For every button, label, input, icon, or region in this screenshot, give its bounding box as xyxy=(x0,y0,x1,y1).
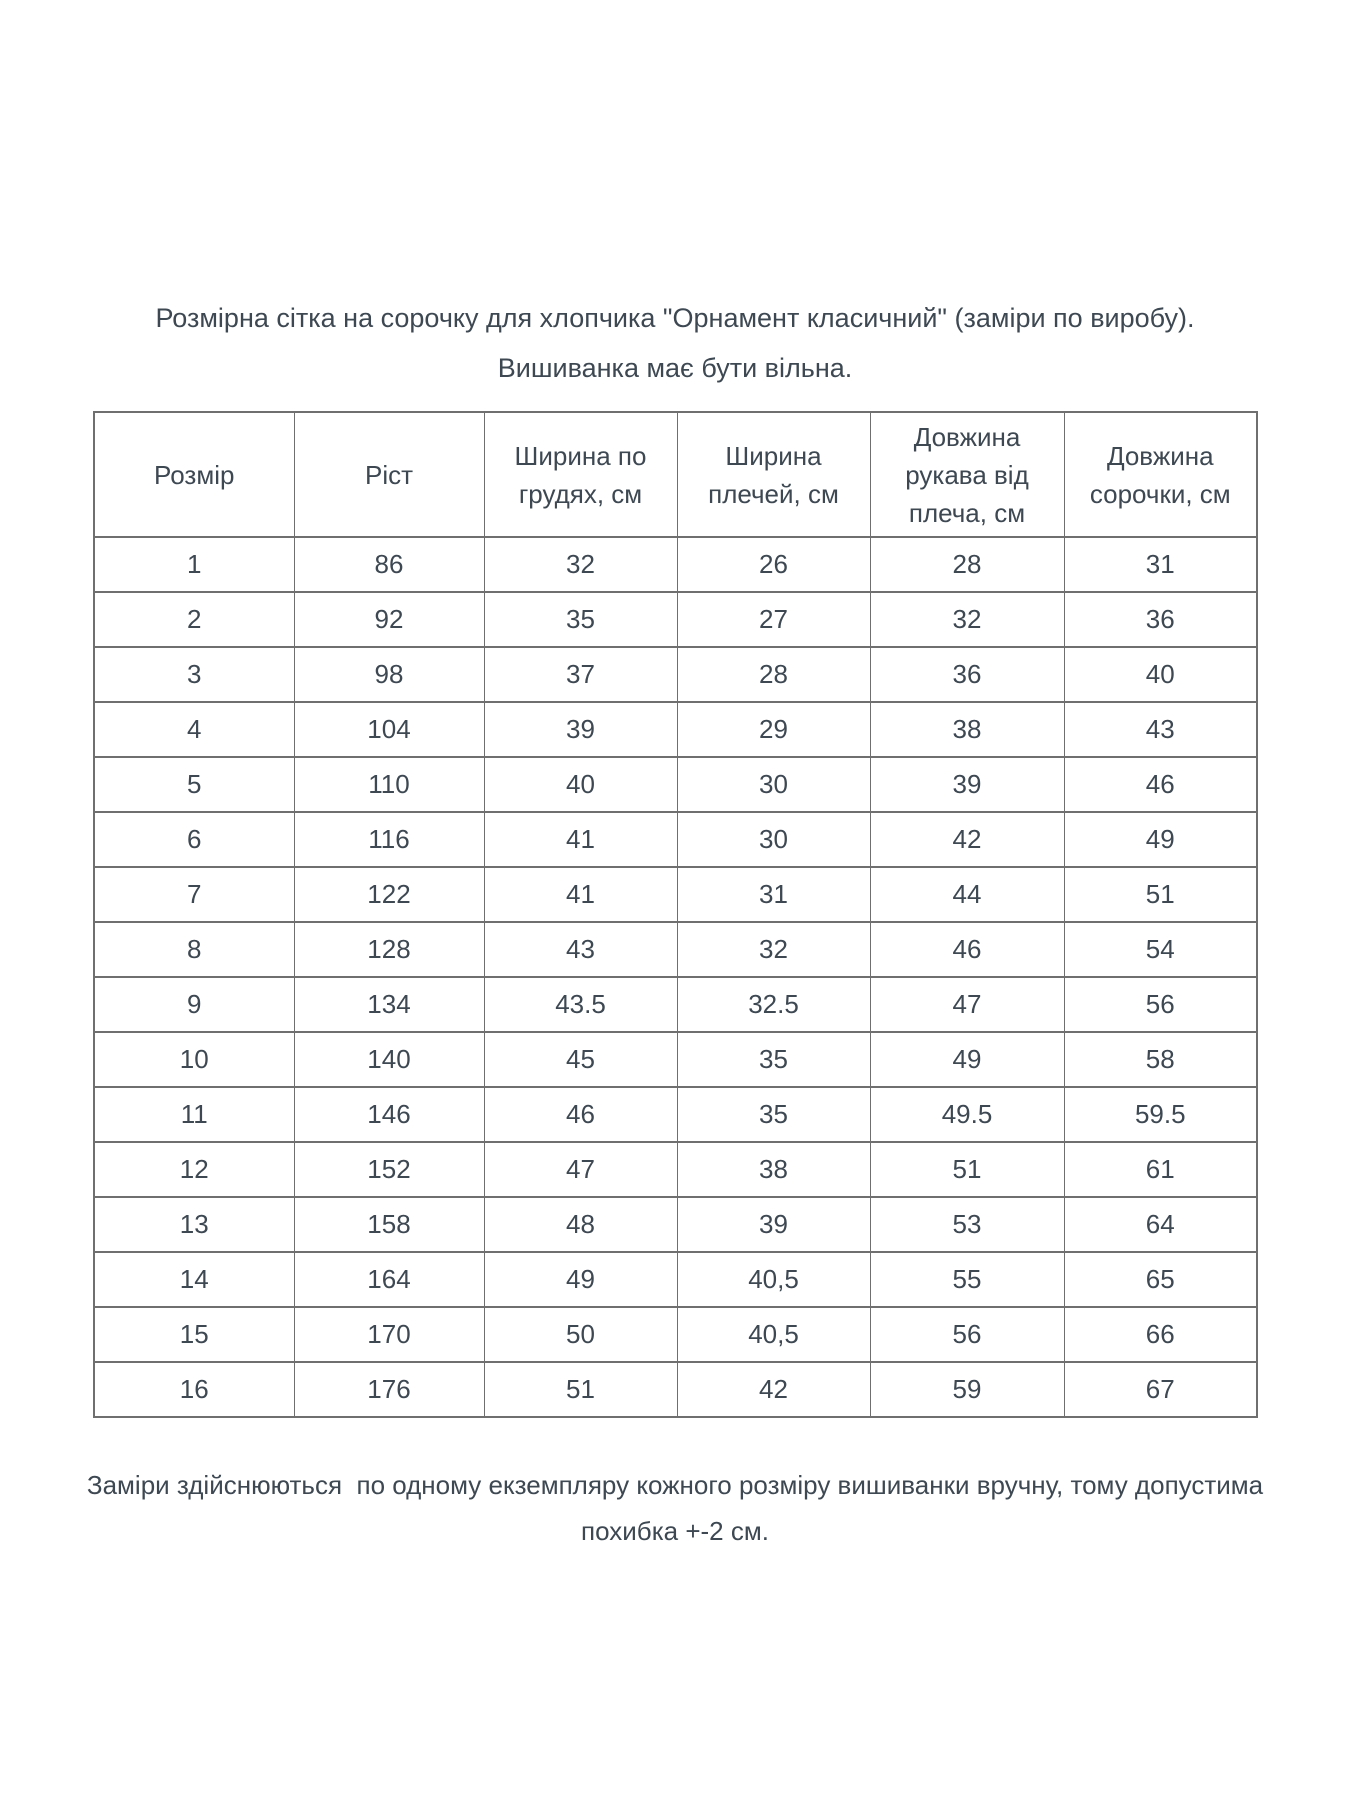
table-cell: 42 xyxy=(677,1362,870,1417)
table-cell: 110 xyxy=(294,757,484,812)
table-cell: 38 xyxy=(677,1142,870,1197)
table-cell: 45 xyxy=(484,1032,677,1087)
table-cell: 10 xyxy=(94,1032,294,1087)
table-row xyxy=(94,922,1257,977)
header-cell-size: Розмір xyxy=(94,412,294,537)
table-cell: 13 xyxy=(94,1197,294,1252)
table-cell: 65 xyxy=(1064,1252,1257,1307)
table-cell: 104 xyxy=(294,702,484,757)
table-cell: 31 xyxy=(677,867,870,922)
table-cell: 1 xyxy=(94,537,294,592)
table-cell: 59 xyxy=(870,1362,1064,1417)
table-cell: 40,5 xyxy=(677,1307,870,1362)
table-row xyxy=(94,1307,1257,1362)
table-cell: 6 xyxy=(94,812,294,867)
table-cell: 51 xyxy=(484,1362,677,1417)
table-cell: 30 xyxy=(677,812,870,867)
table-cell: 49 xyxy=(1064,812,1257,867)
table-cell: 43 xyxy=(484,922,677,977)
table-cell: 29 xyxy=(677,702,870,757)
table-cell: 2 xyxy=(94,592,294,647)
size-table-body xyxy=(94,537,1257,1417)
header-cell-height: Ріст xyxy=(294,412,484,537)
table-cell: 122 xyxy=(294,867,484,922)
table-cell: 43.5 xyxy=(484,977,677,1032)
table-cell: 28 xyxy=(677,647,870,702)
table-cell: 50 xyxy=(484,1307,677,1362)
table-cell: 38 xyxy=(870,702,1064,757)
table-cell: 66 xyxy=(1064,1307,1257,1362)
size-table xyxy=(93,411,1258,1418)
table-cell: 11 xyxy=(94,1087,294,1142)
table-cell: 28 xyxy=(870,537,1064,592)
table-cell: 27 xyxy=(677,592,870,647)
table-cell: 40 xyxy=(1064,647,1257,702)
table-cell: 164 xyxy=(294,1252,484,1307)
table-cell: 31 xyxy=(1064,537,1257,592)
table-row xyxy=(94,1362,1257,1417)
table-cell: 4 xyxy=(94,702,294,757)
table-row xyxy=(94,702,1257,757)
table-cell: 128 xyxy=(294,922,484,977)
table-cell: 36 xyxy=(1064,592,1257,647)
table-cell: 67 xyxy=(1064,1362,1257,1417)
table-row xyxy=(94,537,1257,592)
table-row xyxy=(94,1032,1257,1087)
table-cell: 12 xyxy=(94,1142,294,1197)
table-cell: 32 xyxy=(870,592,1064,647)
table-cell: 51 xyxy=(1064,867,1257,922)
table-cell: 32 xyxy=(677,922,870,977)
table-cell: 51 xyxy=(870,1142,1064,1197)
table-cell: 116 xyxy=(294,812,484,867)
size-table-head xyxy=(94,412,1257,537)
table-cell: 41 xyxy=(484,812,677,867)
table-cell: 47 xyxy=(870,977,1064,1032)
table-cell: 16 xyxy=(94,1362,294,1417)
table-cell: 32.5 xyxy=(677,977,870,1032)
header-cell-shirt-length: Довжина сорочки, см xyxy=(1064,412,1257,537)
page-title xyxy=(0,293,1350,393)
table-cell: 140 xyxy=(294,1032,484,1087)
table-cell: 35 xyxy=(677,1032,870,1087)
table-row xyxy=(94,867,1257,922)
table-cell: 158 xyxy=(294,1197,484,1252)
table-cell: 36 xyxy=(870,647,1064,702)
table-row xyxy=(94,757,1257,812)
table-cell: 146 xyxy=(294,1087,484,1142)
table-cell: 170 xyxy=(294,1307,484,1362)
table-cell: 42 xyxy=(870,812,1064,867)
table-cell: 7 xyxy=(94,867,294,922)
table-row xyxy=(94,1087,1257,1142)
table-cell: 92 xyxy=(294,592,484,647)
table-cell: 49.5 xyxy=(870,1087,1064,1142)
table-cell: 35 xyxy=(484,592,677,647)
table-cell: 14 xyxy=(94,1252,294,1307)
table-cell: 98 xyxy=(294,647,484,702)
table-cell: 32 xyxy=(484,537,677,592)
table-cell: 43 xyxy=(1064,702,1257,757)
page-title-line-2: Вишиванка має бути вільна. xyxy=(497,353,853,383)
table-row xyxy=(94,647,1257,702)
table-cell: 39 xyxy=(870,757,1064,812)
table-row xyxy=(94,1197,1257,1252)
page-title-line-1: Розмірна сітка на сорочку для хлопчика "Орнамент класичний" (заміри по виробу). xyxy=(155,303,1195,333)
table-cell: 39 xyxy=(484,702,677,757)
header-cell-chest-width: Ширина по грудях, см xyxy=(484,412,677,537)
table-cell: 152 xyxy=(294,1142,484,1197)
header-row xyxy=(94,412,1257,537)
table-cell: 41 xyxy=(484,867,677,922)
table-cell: 46 xyxy=(484,1087,677,1142)
footnote-line-1: Заміри здійснюються по одному екземпляру кожного розміру вишиванки вручну, тому допустима xyxy=(86,1470,1264,1500)
table-cell: 39 xyxy=(677,1197,870,1252)
table-cell: 58 xyxy=(1064,1032,1257,1087)
table-cell: 176 xyxy=(294,1362,484,1417)
table-cell: 37 xyxy=(484,647,677,702)
footnote xyxy=(0,1462,1350,1554)
table-cell: 64 xyxy=(1064,1197,1257,1252)
table-row xyxy=(94,592,1257,647)
table-cell: 26 xyxy=(677,537,870,592)
table-cell: 61 xyxy=(1064,1142,1257,1197)
table-cell: 134 xyxy=(294,977,484,1032)
table-row xyxy=(94,812,1257,867)
table-cell: 53 xyxy=(870,1197,1064,1252)
table-cell: 56 xyxy=(870,1307,1064,1362)
table-cell: 40 xyxy=(484,757,677,812)
header-cell-sleeve-length: Довжина рукава від плеча, см xyxy=(870,412,1064,537)
table-cell: 49 xyxy=(870,1032,1064,1087)
table-cell: 35 xyxy=(677,1087,870,1142)
footnote-line-2: похибка +-2 см. xyxy=(581,1516,769,1546)
table-cell: 56 xyxy=(1064,977,1257,1032)
header-cell-shoulder-width: Ширина плечей, см xyxy=(677,412,870,537)
table-cell: 86 xyxy=(294,537,484,592)
table-cell: 3 xyxy=(94,647,294,702)
table-cell: 5 xyxy=(94,757,294,812)
table-cell: 30 xyxy=(677,757,870,812)
table-cell: 59.5 xyxy=(1064,1087,1257,1142)
table-cell: 47 xyxy=(484,1142,677,1197)
table-cell: 15 xyxy=(94,1307,294,1362)
table-row xyxy=(94,977,1257,1032)
table-row xyxy=(94,1142,1257,1197)
table-cell: 46 xyxy=(870,922,1064,977)
table-cell: 49 xyxy=(484,1252,677,1307)
table-cell: 44 xyxy=(870,867,1064,922)
table-cell: 48 xyxy=(484,1197,677,1252)
table-row xyxy=(94,1252,1257,1307)
table-cell: 55 xyxy=(870,1252,1064,1307)
table-cell: 9 xyxy=(94,977,294,1032)
table-cell: 8 xyxy=(94,922,294,977)
table-cell: 46 xyxy=(1064,757,1257,812)
table-cell: 40,5 xyxy=(677,1252,870,1307)
table-cell: 54 xyxy=(1064,922,1257,977)
